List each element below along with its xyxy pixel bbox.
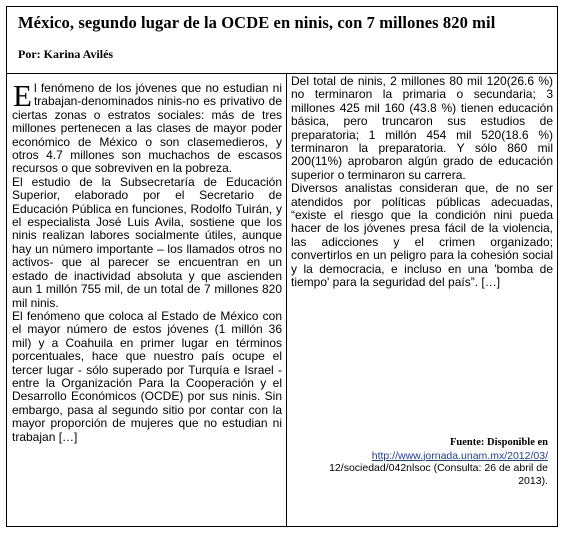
right-column (291, 75, 553, 525)
article-frame (6, 6, 558, 527)
source-link[interactable]: http://www.jornada.unam.mx/2012/03/ (371, 449, 548, 462)
left-paragraph-2: El estudio de la Subsecretaría de Educación Superior, elaborado por el Secretario de Educación Pública en funciones, Rodolfo Tuirán, y el especialista José Luis Avila, sostiene que los ninis realizan labores socialmente útiles, aunque hay un número importante – los llamados otros no activos- que al parecer se encuentran en un estado de inactividad absoluta y que ascienden aun 1 millón 755 mil, de un total de 7 millones 820 mil ninis. (12, 174, 282, 310)
left-paragraph-1 (12, 75, 282, 176)
drop-cap: E (13, 78, 32, 113)
source-rest: 12/sociedad/042nlsoc (Consulta: 26 de abril de 2013). (329, 462, 548, 487)
left-column (12, 75, 282, 525)
left-paragraph-3: El fenómeno que coloca al Estado de México con el mayor número de estos jóvenes (1 millón 36 mil) y a Coahuila en primer lugar en términos porcentuales, hace que nuestro país ocupe el tercer lugar - sólo superado por Turquía e Israel - entre la Organización Para la Cooperación y el Desarrollo Económicos (OCDE) por sus ninis. Sin embargo, pasa al segundo sitio por contar con la mayor proporción de mujeres que no estudian ni trabajan […] (12, 308, 282, 444)
left-paragraph-1-text: l fenómeno de los jóvenes que no estudian ni trabajan-denominados ninis-no es privativo de ciertas zonas o estratos sociales: más de tres millones pertenecen a las clases de mayor poder económico de México o son clasemedieros, y otros 4.7 millones son muchachos de escasos recursos o que sobreviven en la pobreza. (12, 81, 282, 176)
source-label: Fuente: Disponible en (449, 437, 548, 448)
right-paragraph-2: Diversos analistas consideran que, de no ser atendidos por políticas públicas adecuadas, “existe el riesgo que la condición nini pueda hacer de los jóvenes presa fácil de la violencia, las adicciones y el crimen organizado; convertirlos en un peligro para la cohesión social y la democracia, e incluso en una 'bomba de tiempo' para la seguridad del país”. […] (291, 181, 553, 290)
source-citation (308, 437, 548, 487)
right-paragraph-1: Del total de ninis, 2 millones 80 mil 120(26.6 %) no terminaron la primaria o secundaria; 3 millones 425 mil 160 (43.8 %) tienen educación básica, pero truncaron sus estudios de preparatoria; 1 millón 454 mil 520(18.6 %) terminaron la preparatoria. Y sólo 860 mil 200(11%) aprobaron algún grado de educación superior o terminaron su carrera. (291, 74, 553, 182)
article-header (7, 7, 557, 74)
column-divider (286, 74, 287, 527)
article-title: México, segundo lugar de la OCDE en ninis, con 7 millones 820 mil (18, 13, 496, 32)
article-byline: Por: Karina Avilés (18, 47, 114, 61)
